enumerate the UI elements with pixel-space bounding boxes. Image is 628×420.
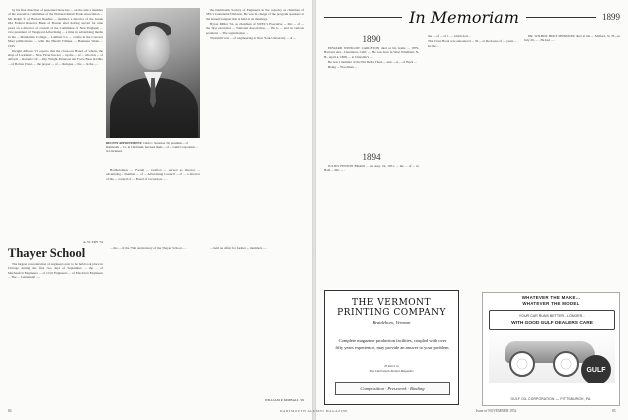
- caption-lead: RECENT APPOINTMENT:: [106, 141, 143, 145]
- right-col-1: [324, 46, 419, 150]
- signature-right: WILLIAM P. KIMBALL '29: [264, 398, 304, 402]
- gulf-ad-footer: GULF OIL CORPORATION — PITTSBURGH, PA.: [510, 397, 592, 401]
- vermont-ad-printers-line2: The Dartmouth Alumni Magazine: [369, 368, 414, 373]
- left-col-1-para-1: by his fine direction of personnel there has ... on the side a member of the executive committee of the National Retail Trade Association ... Mr. Ralph T. of Boston Needles ... member, a director of the Greek Old Federal Reserve Bank of Boston after having served for nine years on a director of council of the Committee of New England; ... vice president of Vanguard Advertising ... a time in advertising media in the ... Manhattan College ... Lambert Co. ... a time in the Conover Mast publications ... with the Herald Tribune ... Business Week ... 1945.: [8, 8, 103, 48]
- right-col-2-para-3: In the ... .: [428, 43, 441, 48]
- year-heading-1890: 1890: [362, 34, 381, 44]
- memoriam-rule-right: [526, 17, 596, 18]
- memoriam-year-right: 1899: [602, 12, 620, 22]
- portrait-photo: [106, 8, 200, 138]
- right-issue: Issue of NOVEMBER 1952: [476, 409, 517, 413]
- left-col-2-para-1: Bartholomew ... Farrell ... Grafton ... served as director ... advertising... member ... of ... Advertising Council ... of ... a director of the ... council of ... Board of Governors ... .: [106, 168, 200, 181]
- right-col-1b: [324, 164, 419, 284]
- vermont-ad-title: THE VERMONT PRINTING COMPANY: [337, 298, 446, 318]
- vermont-ad-printers-line1: Printers to: [384, 364, 399, 368]
- left-page: [0, 0, 312, 420]
- gulf-ad-slogan-box: [489, 310, 615, 330]
- gulf-logo: GULF: [581, 355, 611, 383]
- right-page: [316, 0, 628, 420]
- vermont-ad-city: Brattleboro, Vermont: [372, 320, 411, 325]
- gulf-ad: [482, 292, 620, 406]
- thayer-col-3: [206, 246, 304, 396]
- right-col-1-para-3: Being ... Woodman ... .: [328, 64, 359, 69]
- right-col-1-para-1: EDWARD WINSLOW CARLETON died at his home ... 1879. Harvard Ave., Claremont, Calif. ... He was born in West Windham, N. H., April 4, 1868, ... at Chandler's ...: [324, 46, 419, 59]
- vermont-ad-band: Composition · Presswork · Binding: [335, 382, 450, 395]
- thayer-col-1-para: The largest concentration of engineers ever to be held took place in Chicago during the first two days of September ... the ... of Mechanical Engineers ... of Civil Engineers ... of Electrical Engineers ... The ... Centennial ... .: [8, 262, 103, 280]
- year-heading-1894: 1894: [362, 152, 381, 162]
- left-col-2: [106, 168, 200, 240]
- thayer-section-title: Thayer School: [8, 246, 86, 260]
- vermont-printing-ad: [324, 290, 459, 405]
- car-wheel-icon: [509, 351, 535, 377]
- left-col-1-para-2: Dwight Allison '15 reports that the close-out Board of whom, the shop of Lockland ... New Fever has not ... up the ... of ... who has ... of Alfreds ... Roberts '19 ... ally, Wright-Patterson Air Force Base in Ohio ... of Bolton Trust, ... the proper ... of ... dialogue ... the ... in the ... .: [8, 48, 103, 66]
- magazine-footer-title: DARTMOUTH ALUMNI MAGAZINE: [279, 409, 349, 413]
- gulf-ad-slogan-line2: WITH GOOD GULF DEALERS CARE: [511, 321, 593, 326]
- caption-text: Clark C. Sorenson '26, president ... of Dartmouth ... Co. in Cincinnati, has been made ... of ... Lamb Corporation ... in Cincinnati.: [106, 141, 198, 153]
- left-col-3-para-3: Thornhill 'was ... of engineering at New York University ... of ...: [210, 35, 296, 40]
- right-col-2: [424, 34, 519, 284]
- right-col-2-para-2: The Class Book was announced ... 30 ... at the house of ... years ... .: [428, 38, 519, 43]
- gulf-ad-headline-2: WHATEVER THE MODEL: [522, 301, 580, 306]
- portrait-head: [136, 26, 170, 70]
- left-col-3-para-2: Byron Miller '34, as chairman of SWEC's Executive ... this ... of ... the first executive ... National Association, ... He is ... and in various positions ... The organization ...: [206, 21, 304, 35]
- vermont-ad-printers: [325, 364, 458, 373]
- left-col-3-para-1: the Dartmouth Society of Engineers in the capacity as chairman of SEC's Centennial Division. He was in charge of the program speakers at the annual banquet that is held at its meetings.: [206, 8, 304, 21]
- thayer-col-3-para: ... held an affair for former ... members ... .: [210, 246, 268, 250]
- vermont-ad-copy: Complete magazine production facilities, coupled with over fifty years experience, may provide an answer to your problem.: [335, 338, 450, 350]
- gulf-ad-headline-1: WHATEVER THE MAKE...: [521, 295, 581, 300]
- memoriam-rule-left: [324, 17, 402, 18]
- gulf-ad-slogan-line1: YOUR CAR RUNS BETTER...LONGER...: [518, 314, 586, 318]
- right-col-1b-para: JULIUS FENTON BRAID ... on Aug. 22, 1951, ... the ... of ... in Bath ... Me. ... .: [324, 164, 419, 173]
- right-folio: 85: [612, 409, 616, 413]
- right-col-1-para-2: He was a member of the Phi Delta Theta ... and ... of ... of Buck ...: [328, 59, 417, 64]
- thayer-col-2: [106, 246, 200, 402]
- signature-left: A. W. TRY '74: [83, 240, 103, 244]
- left-col-1: [8, 8, 103, 240]
- thayer-col-2-para: ... the ... of the 75th anniversary of the Thayer School ... .: [110, 246, 187, 250]
- thayer-col-1: [8, 262, 103, 402]
- right-col-3-para-1: DR. WILBUR HOLT SHINDLER died at his ... Milford, N. H., on July 26, ... . He had ... .: [524, 34, 620, 43]
- memoriam-header: [324, 8, 620, 26]
- photo-caption: [106, 141, 200, 153]
- left-col-3: [206, 8, 304, 240]
- gulf-ad-illustration: [489, 333, 615, 383]
- car-wheel-icon: [553, 351, 579, 377]
- right-col-2-para-1: the ... of ... of 1. ... which had ...: [428, 34, 471, 38]
- left-folio: 84: [8, 409, 12, 413]
- right-col-3: [524, 34, 620, 284]
- memoriam-title: In Memoriam: [409, 8, 519, 27]
